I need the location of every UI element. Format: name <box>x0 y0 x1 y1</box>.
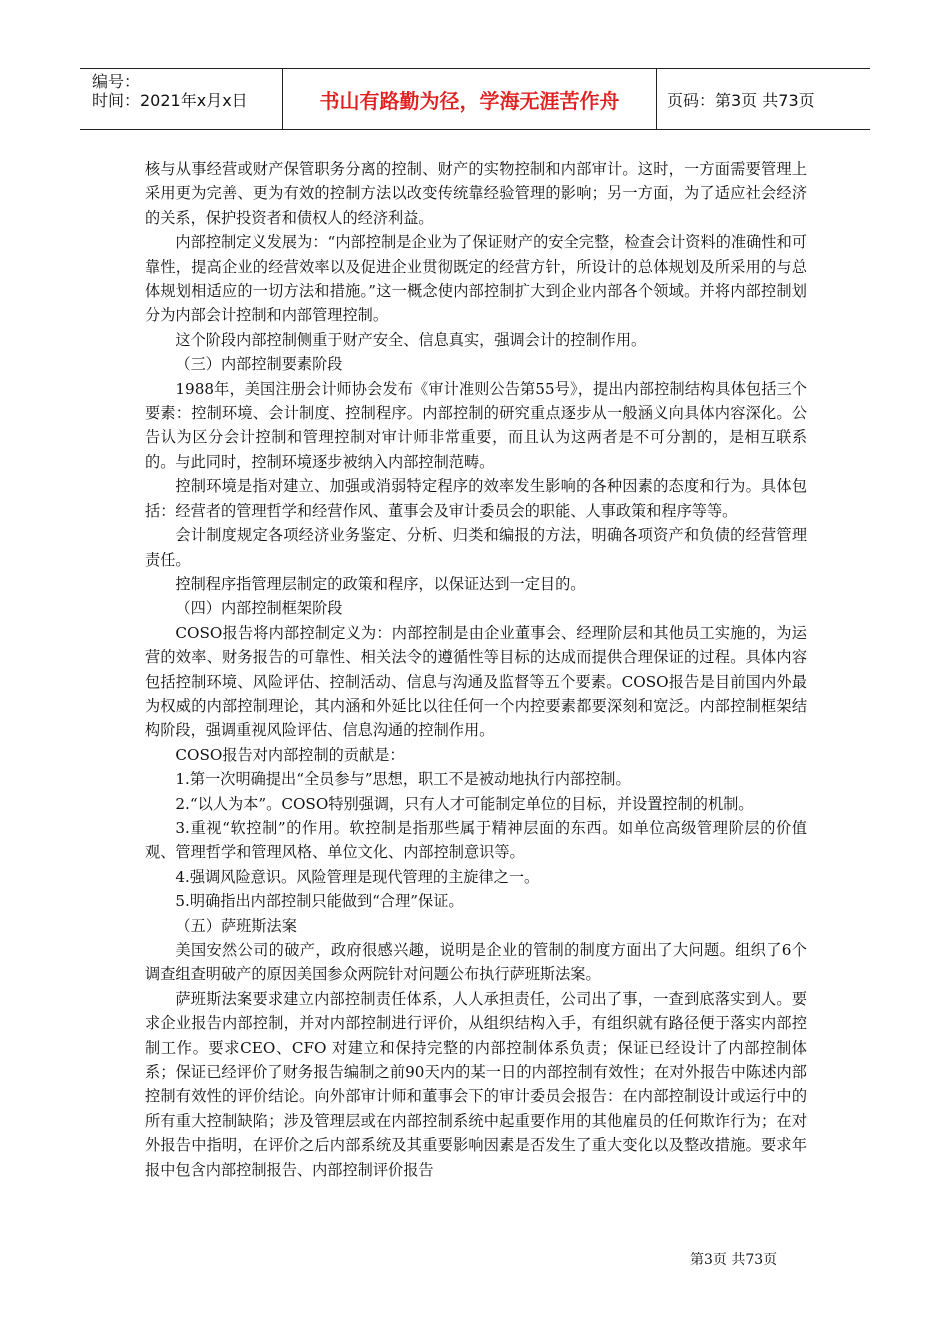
paragraph: 1988年，美国注册会计师协会发布《审计准则公告第55号》，提出内部控制结构具体包括三个要素：控制环境、会计制度、控制程序。内部控制的研究重点逐步从一般涵义向具体内容深化。公告认为区分会计控制和管理控制对审计师非常重要，而且认为这两者是不可分割的，是相互联系的。与此同时，控制环境逐步被纳入内部控制范畴。 <box>145 379 807 471</box>
list-item: 2.“以人为本”。COSO特别强调，只有人才可能制定单位的目标，并设置控制的机制。 <box>175 794 754 813</box>
list-item: 1.第一次明确提出“全员参与”思想，职工不是被动地执行内部控制。 <box>175 770 631 789</box>
paragraph: COSO报告将内部控制定义为：内部控制是由企业董事会、经理阶层和其他员工实施的，为运营的效率、财务报告的可靠性、相关法令的遵循性等目标的达成而提供合理保证的过程。具体内容包括控制环境、风险评估、控制活动、信息与沟通及监督等五个要素。COSO报告是目前国内外最为权威的内部控制理论，其内涵和外延比以往任何一个内控要素都要深刻和宽泛。内部控制框架结构阶段，强调重视风险评估、信息沟通的控制作用。 <box>145 623 807 740</box>
paragraph: 控制环境是指对建立、加强或消弱特定程序的效率发生影响的各种因素的态度和行为。具体包括：经营者的管理哲学和经营作风、董事会及审计委员会的职能、人事政策和程序等等。 <box>145 477 807 520</box>
paragraph: 美国安然公司的破产，政府很感兴趣，说明是企业的管制的制度方面出了大问题。组织了6个调查组查明破产的原因美国参众两院针对问题公布执行萨班斯法案。 <box>145 941 807 984</box>
paragraph: 萨班斯法案要求建立内部控制责任体系，人人承担责任，公司出了事，一查到底落实到人。要求企业报告内部控制，并对内部控制进行评价，从组织结构入手，有组织就有路径便于落实内部控制工作。要求CEO、CFO 对建立和保持完整的内部控制体系负责；保证已经设计了内部控制体系；保证已经评价了财务报告编制之前90天内的某一日的内部控制有效性；在对外报告中陈述内部控制有效性的评价结论。向外部审计师和董事会下的审计委员会报告：在内部控制设计或运行中的所有重大控制缺陷；涉及管理层或在内部控制系统中起重要作用的其他雇员的任何欺诈行为；在对外报告中指明，在评价之后内部系统及其重要影响因素是否发生了重大变化以及整改措施。要求年报中包含内部控制报告、内部控制评价报告 <box>145 989 807 1179</box>
paragraph: 这个阶段内部控制侧重于财产安全、信息真实，强调会计的控制作用。 <box>175 330 647 349</box>
paragraph: COSO报告对内部控制的贡献是： <box>175 745 405 764</box>
header-slogan: 书山有路勤为径，学海无涯苦作舟 <box>283 69 657 129</box>
header-page-number: 页码：第3页 共73页 <box>667 90 815 110</box>
document-number-label: 编号： <box>92 72 141 91</box>
section-heading: （四）内部控制框架阶段 <box>175 599 343 618</box>
list-item: 3.重视“软控制”的作用。软控制是指那些属于精神层面的东西。如单位高级管理阶层的价值观、管理哲学和管理风格、单位文化、内部控制意识等。 <box>145 818 807 862</box>
paragraph: 控制程序指管理层制定的政策和程序，以保证达到一定目的。 <box>175 574 586 593</box>
document-body <box>145 157 807 1182</box>
list-item: 4.强调风险意识。风险管理是现代管理的主旋律之一。 <box>175 867 540 886</box>
page-header <box>80 68 870 130</box>
paragraph: 核与从事经营或财产保管职务分离的控制、财产的实物控制和内部审计。这时，一方面需要管理上采用更为完善、更为有效的控制方法以改变传统靠经验管理的影响；另一方面，为了适应社会经济的关系，保护投资者和债权人的经济利益。 <box>145 160 807 227</box>
list-item: 5.明确指出内部控制只能做到“合理”保证。 <box>175 892 464 911</box>
section-heading: （五）萨班斯法案 <box>175 916 297 935</box>
paragraph: 内部控制定义发展为：“内部控制是企业为了保证财产的安全完整，检查会计资料的准确性和可靠性，提高企业的经营效率以及促进企业贯彻既定的经营方针，所设计的总体规划及所采用的与总体规划相适应的一切方法和措施。”这一概念使内部控制扩大到企业内部各个领域。并将内部控制划分为内部会计控制和内部管理控制。 <box>145 233 807 325</box>
header-meta <box>80 69 283 129</box>
document-date-label: 时间：2021年x月x日 <box>92 91 248 110</box>
paragraph: 会计制度规定各项经济业务鉴定、分析、归类和编报的方法，明确各项资产和负债的经营管理责任。 <box>145 526 807 569</box>
section-heading: （三）内部控制要素阶段 <box>175 355 343 374</box>
page-footer: 第3页 共73页 <box>690 1252 778 1268</box>
